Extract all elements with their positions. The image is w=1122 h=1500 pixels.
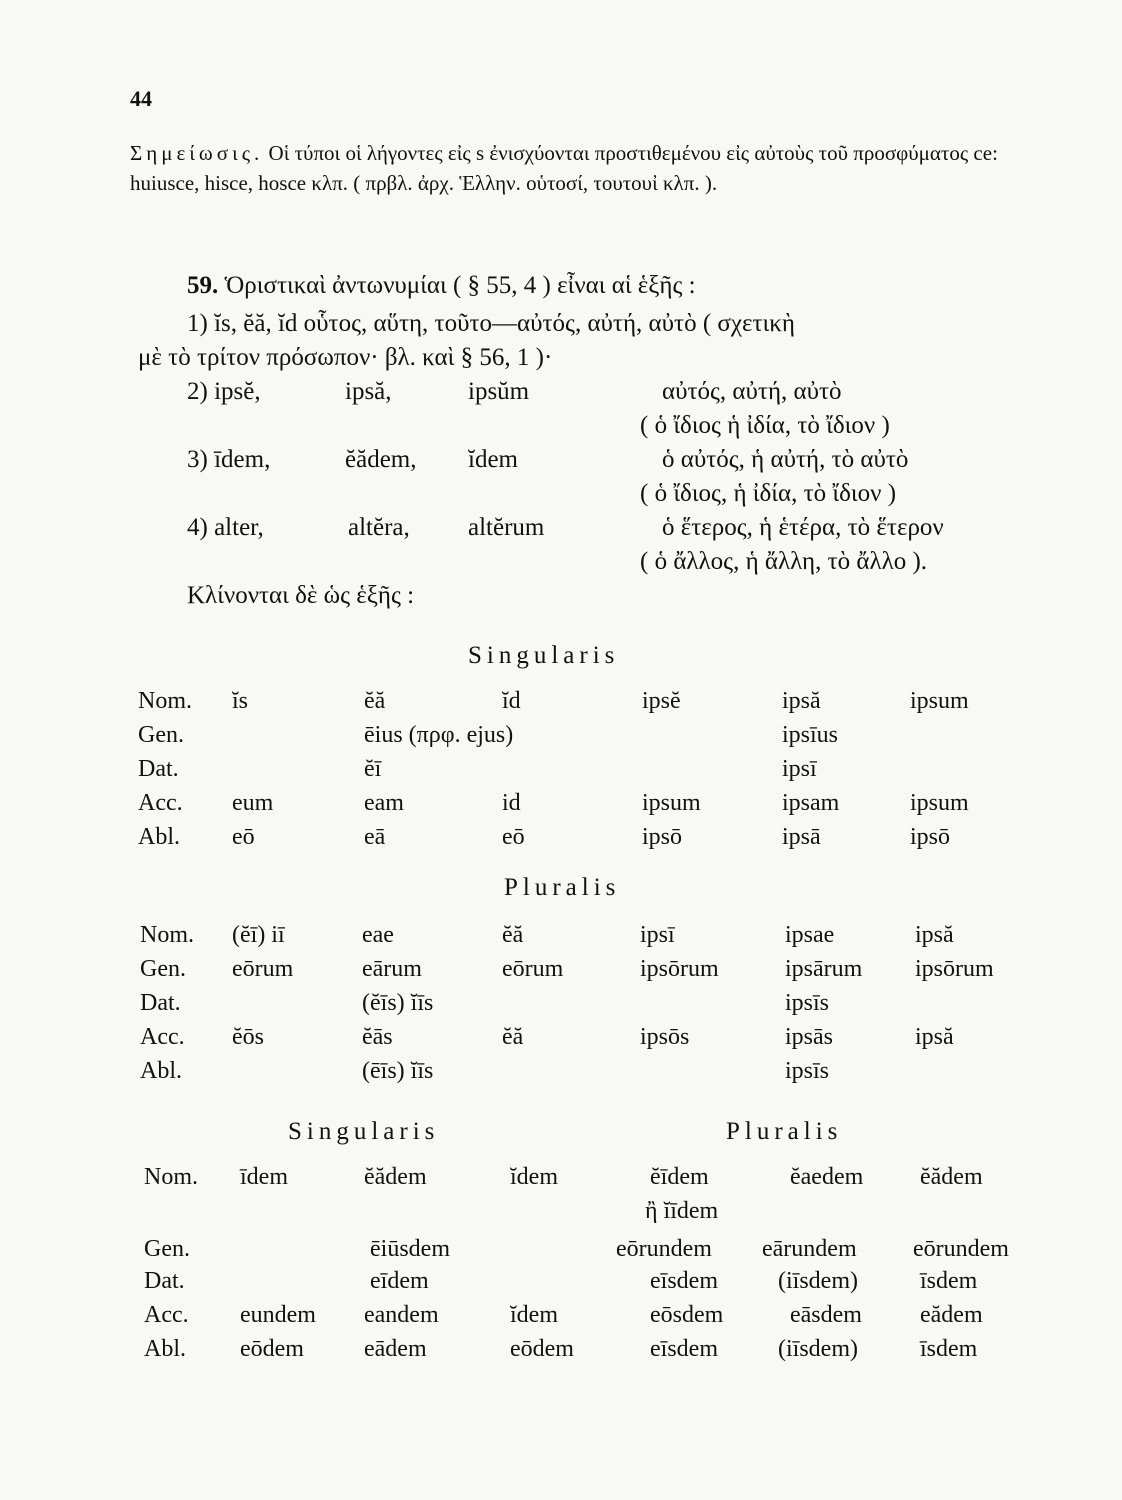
table2-cell: ipsă	[915, 922, 954, 948]
table3-cell: Gen.	[144, 1236, 190, 1262]
table3-cell: eōrundem	[913, 1236, 1009, 1262]
table2-header: Pluralis	[504, 874, 621, 901]
table3-cell: (iīsdem)	[778, 1268, 858, 1294]
table3-cell: eīsdem	[650, 1336, 718, 1362]
section-number: 59.	[187, 272, 219, 299]
table3-cell: ēiūsdem	[370, 1236, 450, 1262]
item4-latin-1: 4) alter,	[187, 514, 264, 541]
table1-cell: eā	[364, 824, 386, 850]
item2-latin-1: 2) ipsĕ,	[187, 378, 261, 405]
table3-cell: ĕīdem	[650, 1164, 709, 1190]
table1-cell: ipsō	[642, 824, 683, 850]
table1-cell: Abl.	[138, 824, 180, 850]
table1-cell: ipsum	[910, 790, 969, 816]
table2-cell: Abl.	[140, 1058, 182, 1084]
table2-cell: eōrum	[232, 956, 294, 982]
item1-line-a: 1) ĭs, ĕă, ĭd οὗτος, αὕτη, τοῦτο—αὐτός, αὐτή, αὐτὸ ( σχετικὴ	[187, 310, 795, 337]
table3-cell: ἢ ĭīdem	[645, 1198, 719, 1224]
item3-latin-1: 3) īdem,	[187, 446, 271, 473]
note-lead: Σημείωσις.	[130, 141, 264, 165]
item3-greek-2: ( ὁ ἴδιος, ἡ ἰδία, τὸ ἴδιον )	[640, 480, 897, 507]
table2-cell: ipsōs	[640, 1024, 690, 1050]
table2-cell: Gen.	[140, 956, 186, 982]
table3-cell: ĕădem	[920, 1164, 983, 1190]
table2-cell: ipsās	[785, 1024, 833, 1050]
table1-cell: ĭs	[232, 688, 249, 714]
table1-cell: Gen.	[138, 722, 184, 748]
table1-cell: eam	[364, 790, 404, 816]
table3-cell: īdem	[240, 1164, 288, 1190]
table3-cell: eōrundem	[616, 1236, 712, 1262]
table1-cell: eum	[232, 790, 274, 816]
table1-cell: ipsam	[782, 790, 840, 816]
table3-cell: eādem	[364, 1336, 427, 1362]
table1-cell: ĕī	[364, 756, 382, 782]
item1-line-b: μὲ τὸ τρίτον πρόσωπον· βλ. καὶ § 56, 1 )·	[138, 344, 553, 371]
item2-greek-2: ( ὁ ἴδιος ἡ ἰδία, τὸ ἴδιον )	[640, 412, 890, 439]
table1-cell: id	[502, 790, 521, 816]
table1-cell: eō	[502, 824, 525, 850]
table3-cell: eōdem	[240, 1336, 304, 1362]
table2-cell: Acc.	[140, 1024, 185, 1050]
table3-cell: ĭdem	[510, 1302, 558, 1328]
table3-cell: eārundem	[762, 1236, 857, 1262]
table3-cell: Dat.	[144, 1268, 185, 1294]
table1-header: Singularis	[468, 642, 620, 669]
table3-cell: eundem	[240, 1302, 316, 1328]
table2-cell: ipsī	[640, 922, 675, 948]
table2-cell: ipsae	[785, 922, 835, 948]
table2-cell: (ēīs) ĭīs	[362, 1058, 434, 1084]
item2-latin-3: ipsŭm	[468, 378, 530, 405]
table1-cell: ipsō	[910, 824, 951, 850]
table2-cell: Dat.	[140, 990, 181, 1016]
declined-line: Κλίνονται δὲ ὡς ἑξῆς :	[187, 582, 415, 609]
table1-cell: ĭd	[502, 688, 521, 714]
note-paragraph	[130, 138, 1030, 198]
table3-cell: ĕădem	[364, 1164, 427, 1190]
table3-cell: eāsdem	[790, 1302, 862, 1328]
item2-greek-1: αὐτός, αὐτή, αὐτὸ	[662, 378, 842, 405]
item2-latin-2: ipsă,	[345, 378, 392, 405]
section-intro: Ὁριστικαὶ ἀντωνυμίαι ( § 55, 4 ) εἶναι αἱ ἑξῆς :	[224, 272, 696, 299]
item4-latin-3: altĕrum	[468, 514, 545, 541]
table2-cell: ipsă	[915, 1024, 954, 1050]
item4-greek-2: ( ὁ ἄλλος, ἡ ἄλλη, τὸ ἄλλο ).	[640, 548, 928, 575]
table3-cell: ĕaedem	[790, 1164, 864, 1190]
table2-cell: Nom.	[140, 922, 194, 948]
table2-cell: ipsārum	[785, 956, 863, 982]
table3-cell: Acc.	[144, 1302, 189, 1328]
page-number: 44	[130, 86, 152, 111]
table1-cell: ēius (πρφ. ejus)	[364, 722, 514, 748]
table1-cell: ipsīus	[782, 722, 839, 748]
table3-header-singularis: Singularis	[288, 1118, 440, 1145]
table3-cell: Nom.	[144, 1164, 198, 1190]
table3-header-pluralis: Pluralis	[726, 1118, 843, 1145]
table1-cell: ipsum	[910, 688, 969, 714]
table3-cell: īsdem	[920, 1336, 978, 1362]
table1-cell: eō	[232, 824, 255, 850]
table1-cell: Nom.	[138, 688, 192, 714]
table2-cell: eae	[362, 922, 394, 948]
table1-cell: ipsĕ	[642, 688, 681, 714]
table1-cell: ipsă	[782, 688, 821, 714]
table3-cell: eīsdem	[650, 1268, 718, 1294]
table2-cell: (ĕī) iī	[232, 922, 285, 948]
table3-cell: ĭdem	[510, 1164, 558, 1190]
table3-cell: Abl.	[144, 1336, 186, 1362]
table1-cell: Acc.	[138, 790, 183, 816]
table2-cell: ĕōs	[232, 1024, 264, 1050]
table1-cell: ipsum	[642, 790, 701, 816]
table2-cell: ipsōrum	[640, 956, 719, 982]
item3-greek-1: ὁ αὐτός, ἡ αὐτή, τὸ αὐτὸ	[662, 446, 909, 473]
table2-cell: ĕă	[502, 1024, 524, 1050]
table3-cell: eīdem	[370, 1268, 429, 1294]
table2-cell: ipsīs	[785, 1058, 830, 1084]
table1-cell: ĕă	[364, 688, 386, 714]
table2-cell: ĕă	[502, 922, 524, 948]
table3-cell: īsdem	[920, 1268, 978, 1294]
table2-cell: ipsōrum	[915, 956, 994, 982]
note-text: Οἱ τύποι οἱ λήγοντες εἰς s ἐνισχύονται προστιθεμένου εἰς αὐτοὺς τοῦ προσφύματος ce: huiusce, hisce, hosce κλπ. ( πρβλ. ἀρχ. Ἑλλην. οὑτοσί, τουτουἰ κλπ. ).	[130, 141, 998, 195]
item3-latin-2: ĕădem,	[345, 446, 417, 473]
table1-cell: ipsā	[782, 824, 821, 850]
table1-cell: ipsī	[782, 756, 817, 782]
table3-cell: eădem	[920, 1302, 983, 1328]
table2-cell: eōrum	[502, 956, 564, 982]
table2-cell: eārum	[362, 956, 422, 982]
item4-greek-1: ὁ ἕτερος, ἡ ἑτέρα, τὸ ἕτερον	[662, 514, 944, 541]
table3-cell: eōdem	[510, 1336, 574, 1362]
table2-cell: ipsīs	[785, 990, 830, 1016]
table2-cell: ĕās	[362, 1024, 393, 1050]
table3-cell: (iīsdem)	[778, 1336, 858, 1362]
table3-cell: eōsdem	[650, 1302, 724, 1328]
item3-latin-3: ĭdem	[468, 446, 518, 473]
table1-cell: Dat.	[138, 756, 179, 782]
item4-latin-2: altĕra,	[348, 514, 410, 541]
table3-cell: eandem	[364, 1302, 439, 1328]
section-intro-line	[187, 272, 696, 300]
table2-cell: (ĕīs) ĭīs	[362, 990, 434, 1016]
